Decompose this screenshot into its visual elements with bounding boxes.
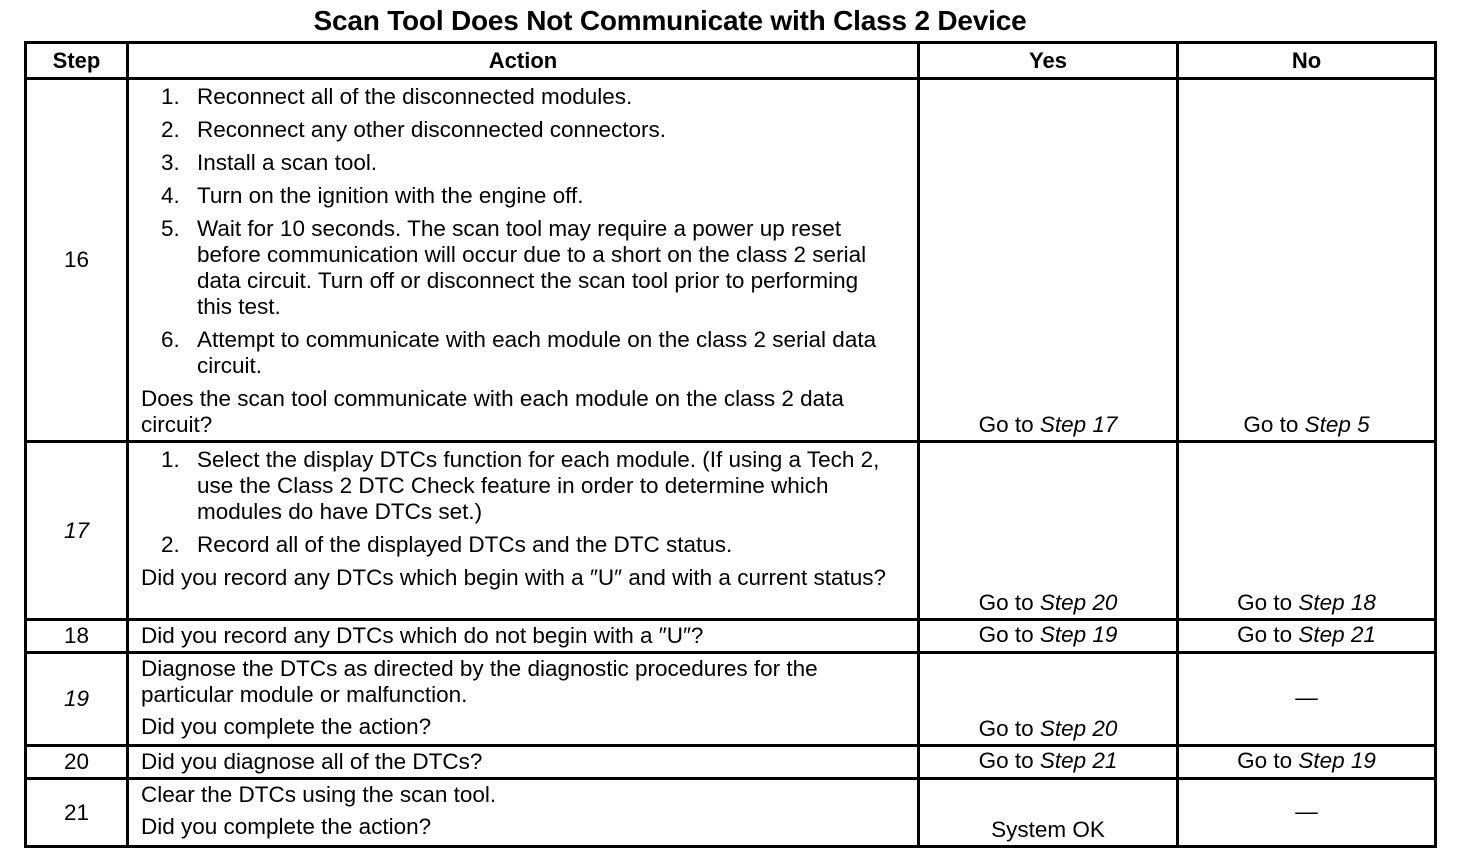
list-item: 4. Turn on the ignition with the engine off. xyxy=(161,183,584,208)
list-item: 2. Record all of the displayed DTCs and the DTC status. xyxy=(161,532,733,557)
list-item: 2. Reconnect any other disconnected connectors. xyxy=(161,117,667,142)
action-cell xyxy=(128,653,919,746)
action-paragraph: Clear the DTCs using the scan tool. xyxy=(141,782,497,807)
action-cell xyxy=(128,442,919,620)
yes-result: Go to Step 19 xyxy=(919,620,1178,653)
action-paragraph: Diagnose the DTCs as directed by the diagnostic procedures for the particular module or malfunction. xyxy=(141,656,818,707)
step-number: 21 xyxy=(26,779,128,847)
table-row xyxy=(26,653,1436,746)
question: Did you complete the action? xyxy=(141,814,432,839)
yes-result: Go to Step 20 xyxy=(919,653,1178,746)
list-item: 3. Install a scan tool. xyxy=(161,150,378,175)
no-result: Go to Step 21 xyxy=(1178,620,1436,653)
table-row xyxy=(26,779,1436,847)
step-number: 16 xyxy=(26,79,128,442)
header-action: Action xyxy=(128,43,919,79)
table-row xyxy=(26,442,1436,620)
action-cell xyxy=(128,620,919,653)
step-number: 18 xyxy=(26,620,128,653)
header-row xyxy=(26,43,1436,79)
question: Did you complete the action? xyxy=(141,714,432,739)
action-cell xyxy=(128,746,919,779)
action-list xyxy=(141,447,907,558)
yes-result: Go to Step 17 xyxy=(919,79,1178,442)
list-item: 1. Select the display DTCs function for each module. (If using a Tech 2, use the Class 2 DTC Check feature in order to determine which modules do have DTCs set.) xyxy=(161,447,880,524)
yes-result: Go to Step 21 xyxy=(919,746,1178,779)
no-result: — xyxy=(1178,779,1436,847)
header-no: No xyxy=(1178,43,1436,79)
action-cell xyxy=(128,779,919,847)
question: Did you diagnose all of the DTCs? xyxy=(141,749,483,774)
yes-result: System OK xyxy=(919,779,1178,847)
no-result: Go to Step 19 xyxy=(1178,746,1436,779)
question: Did you record any DTCs which begin with a ″U″ and with a current status? xyxy=(141,565,887,590)
list-item: 1. Reconnect all of the disconnected modules. xyxy=(161,84,633,109)
no-result: Go to Step 5 xyxy=(1178,79,1436,442)
no-result: — xyxy=(1178,653,1436,746)
no-result: Go to Step 18 xyxy=(1178,442,1436,620)
step-number: 17 xyxy=(26,442,128,620)
question: Does the scan tool communicate with each module on the class 2 data circuit? xyxy=(141,386,844,437)
action-list xyxy=(141,84,907,379)
table-row xyxy=(26,620,1436,653)
header-yes: Yes xyxy=(919,43,1178,79)
header-step: Step xyxy=(26,43,128,79)
list-item: 5. Wait for 10 seconds. The scan tool may require a power up reset before communication will occur due to a short on the class 2 serial data circuit. Turn off or disconnect the scan tool prior to performing this test. xyxy=(161,216,867,319)
page-title: Scan Tool Does Not Communicate with Class 2 Device xyxy=(313,5,1027,36)
yes-result: Go to Step 20 xyxy=(919,442,1178,620)
step-number: 19 xyxy=(26,653,128,746)
action-cell xyxy=(128,79,919,442)
question: Did you record any DTCs which do not begin with a ″U″? xyxy=(141,623,704,648)
list-item: 6. Attempt to communicate with each module on the class 2 serial data circuit. xyxy=(161,327,877,378)
table-row xyxy=(26,79,1436,442)
diagnostic-table xyxy=(24,41,1437,848)
table-row xyxy=(26,746,1436,779)
step-number: 20 xyxy=(26,746,128,779)
